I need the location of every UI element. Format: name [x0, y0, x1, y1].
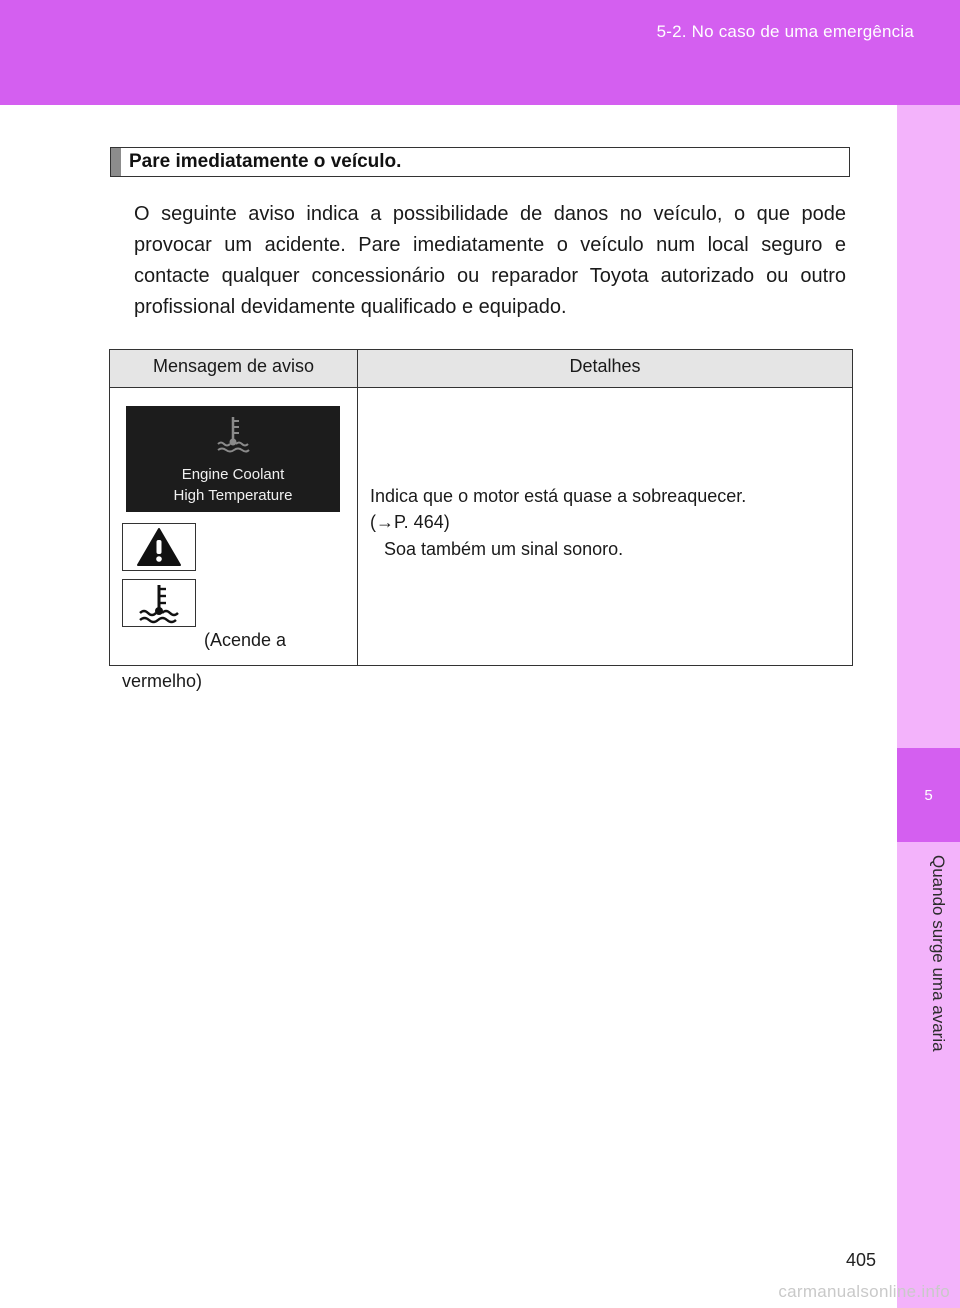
coolant-temperature-icon: [216, 414, 250, 454]
section-heading: [110, 147, 850, 177]
body-paragraph: O seguinte aviso indica a possibilidade de danos no veículo, o que pode provocar um acidente. Pare imediatamente o veículo num local seguro e contacte qualquer concessionário ou reparador Toyota autorizado ou outro profissional devidamente qualificado e equipado.: [134, 203, 846, 318]
coolant-temperature-icon: [137, 582, 181, 624]
details-line: Indica que o motor está quase a sobreaquecer.: [370, 486, 747, 506]
heading-text: Pare imediatamente o veículo.: [129, 151, 402, 172]
details-cell: [358, 388, 853, 666]
top-header-bar: [0, 0, 960, 105]
chapter-number: 5: [924, 786, 933, 804]
watermark-text: carmanualsonline.info: [778, 1282, 950, 1301]
warning-triangle-icon: [136, 527, 182, 567]
table-header-row: [110, 350, 853, 388]
heading-accent-bar: [111, 148, 121, 176]
page-reference: (→P. 464): [370, 512, 450, 532]
coolant-warning-light: [122, 579, 196, 627]
master-warning-light: [122, 523, 196, 571]
chapter-side-tab: [897, 105, 960, 1308]
warning-table: [109, 349, 853, 691]
section-title: 5-2. No caso de uma emergência: [656, 22, 914, 41]
light-color-note: (Acende a: [204, 630, 287, 650]
warning-message-cell: [110, 388, 358, 691]
multi-info-display: [126, 406, 340, 512]
header-details: Detalhes: [358, 350, 853, 388]
chapter-number-tab: [897, 748, 960, 842]
display-text-line1: Engine Coolant: [181, 466, 285, 483]
details-line: Soa também um sinal sonoro.: [384, 539, 624, 559]
display-text-line2: High Temperature: [173, 487, 293, 504]
table-row: [110, 388, 853, 666]
light-color-note-cont: vermelho): [122, 671, 203, 691]
header-warning-message: Mensagem de aviso: [110, 350, 358, 388]
page-number: 405: [846, 1250, 877, 1270]
chapter-title: Quando surge uma avaria: [929, 855, 948, 1052]
